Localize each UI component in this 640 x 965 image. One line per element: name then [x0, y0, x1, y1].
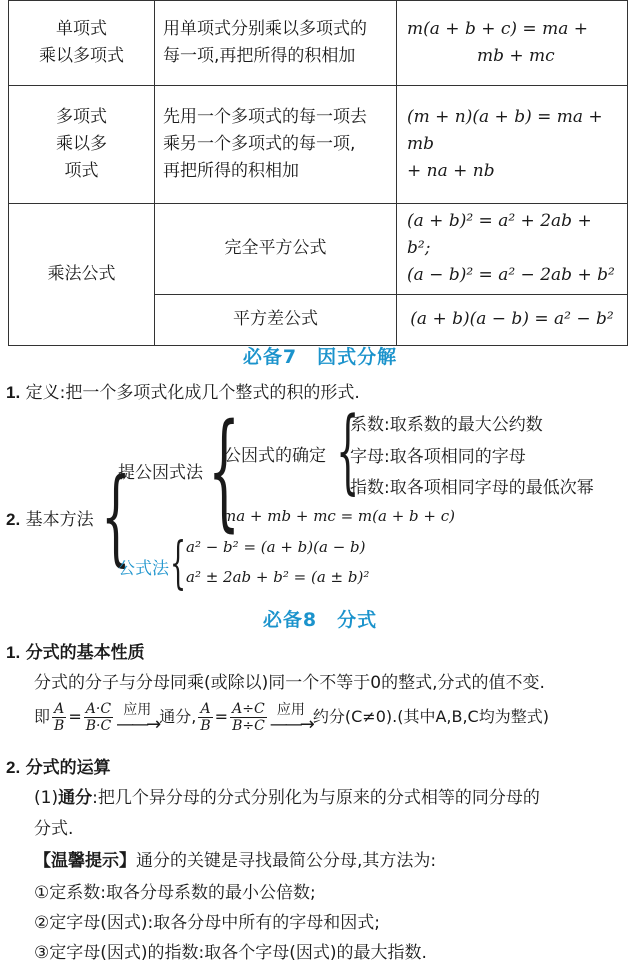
tip-item: ③定字母(因式)的指数:取各个字母(因式)的最大指数.: [34, 943, 427, 963]
left-brace-icon: {: [101, 455, 131, 577]
rule-formula-line: (a + b)² = a² + 2ab + b²;: [407, 211, 592, 259]
fraction: [198, 701, 212, 734]
basic-method-label: [6, 505, 94, 530]
operation-line-continued: 分式.: [34, 819, 74, 839]
arrow-label: 应用: [123, 701, 152, 718]
rule-formula: [397, 86, 628, 204]
rule-group-name: 乘法公式: [9, 204, 155, 346]
rule-name-line: 单项式: [56, 18, 107, 39]
method-common-factor: 提公因式法: [118, 463, 203, 483]
operations-title: [6, 753, 111, 778]
rule-formula-line: + na + nb: [407, 161, 495, 182]
coefficient-rule: 系数:取系数的最大公约数: [350, 415, 543, 435]
equation-prefix: 即: [34, 707, 51, 727]
difference-of-squares: a² − b² = (a + b)(a − b): [186, 538, 366, 556]
rule-description-line: 用单项式分别乘以多项式的: [163, 18, 367, 39]
property-equation: 即 $\frac{A}{B}$ = $\frac{A\cdot C}{B\cdot C}$ 应用 ——→ 通分, $\frac{A}{B}$ = $\frac{A\div C}{B\div C}$ 应用 ——→ 约分(C≠0).(其中A,B,C均为整式): [34, 701, 549, 735]
section-heading: 必备8 分式: [262, 609, 378, 631]
denominator: B÷C: [232, 718, 265, 735]
fraction: [52, 701, 66, 734]
denominator: B: [54, 718, 65, 735]
rule-description-line: 乘另一个多项式的每一项,: [163, 133, 356, 154]
rule-name-line: 多项式: [56, 106, 107, 127]
exponent-rule: 指数:取各项相同字母的最低次幂: [350, 478, 594, 498]
item-number: 1.: [6, 643, 21, 662]
arrow-label: 应用: [276, 701, 305, 718]
tip-label: 【温馨提示】: [34, 851, 136, 871]
apply-arrow: [116, 703, 158, 733]
numerator: A: [198, 701, 212, 718]
left-brace-icon: {: [208, 397, 241, 544]
rule-formula: [397, 1, 628, 86]
tip-item: ②定字母(因式):取各分母中所有的字母和因式;: [34, 913, 380, 933]
rule-formula-line: (a − b)² = a² − 2ab + b²: [407, 265, 615, 286]
table-row: [9, 1, 628, 86]
denominator: B: [200, 718, 211, 735]
multiplication-rules-table: [8, 0, 628, 346]
rule-description-line: 再把所得的积相加: [163, 161, 299, 182]
rule-formula: [397, 294, 628, 345]
property-title: [6, 638, 145, 663]
table-row: [9, 204, 628, 295]
rule-description: [155, 86, 397, 204]
section-heading: 必备7 因式分解: [242, 346, 398, 368]
tongfen-text: 通分,: [159, 707, 197, 727]
numerator: A÷C: [230, 701, 267, 718]
tip-item: ①定系数:取各分母系数的最小公倍数;: [34, 883, 316, 903]
rule-name-line: 乘以多项式: [39, 46, 124, 66]
definition-line: [6, 378, 360, 403]
property-text: 分式的分子与分母同乘(或除以)同一个不等于0的整式,分式的值不变.: [34, 673, 545, 693]
item-number: 2.: [6, 510, 21, 529]
operation-text: :把几个异分母的分式分别化为与原来的分式相等的同分母的: [92, 788, 540, 808]
apply-arrow: [270, 703, 312, 733]
left-brace-icon: {: [170, 531, 187, 596]
numerator: A·C: [84, 701, 113, 718]
common-factor-example: ma + mb + mc = m(a + b + c): [222, 507, 456, 525]
numerator: A: [52, 701, 66, 718]
perfect-square: a² ± 2ab + b² = (a ± b)²: [186, 568, 370, 586]
tip-text: 通分的关键是寻找最简公分母,其方法为:: [136, 851, 437, 871]
rule-subname: 平方差公式: [155, 294, 397, 345]
operations-title-text: 分式的运算: [25, 758, 111, 778]
item-number: 2.: [6, 758, 21, 777]
fraction: [230, 701, 267, 734]
rule-formula-line: mb + mc: [477, 46, 555, 66]
item-number: 1.: [6, 383, 21, 402]
method-label: 基本方法: [25, 510, 94, 530]
right-arrow-icon: ——→: [269, 713, 312, 735]
yuefen-text: 约分(C≠0).(其中A,B,C均为整式): [312, 707, 549, 727]
rule-description-line: 每一项,再把所得的积相加: [163, 46, 356, 66]
fraction: [84, 701, 113, 734]
tip-line: [34, 846, 436, 871]
rule-name-line: 项式: [64, 161, 99, 182]
definition-text: 定义:把一个多项式化成几个整式的积的形式.: [25, 383, 360, 403]
denominator: B·C: [85, 718, 112, 735]
letter-rule: 字母:取各项相同的字母: [350, 447, 526, 467]
operation-keyword: 通分: [58, 788, 93, 808]
rule-name-line: 乘以多: [56, 133, 107, 154]
common-factor-label: 公因式的确定: [224, 446, 326, 466]
rule-name: [9, 1, 155, 86]
rule-subname: 完全平方公式: [155, 204, 397, 295]
left-brace-icon: {: [336, 397, 360, 504]
table-row: [9, 86, 628, 204]
rule-description-line: 先用一个多项式的每一项去: [163, 106, 367, 127]
rule-name: [9, 86, 155, 204]
rule-formula-line: (m + n)(a + b) = ma + mb: [407, 106, 603, 154]
operation-prefix: (1): [34, 788, 59, 808]
rule-formula-line: (a + b)(a − b) = a² − b²: [410, 308, 614, 329]
property-title-text: 分式的基本性质: [25, 643, 145, 663]
method-formula: 公式法: [118, 559, 169, 579]
rule-description: [155, 1, 397, 86]
right-arrow-icon: ——→: [116, 713, 159, 735]
operation-line: [34, 783, 540, 808]
rule-formula: [397, 204, 628, 295]
rule-formula-line: m(a + b + c) = ma +: [407, 18, 588, 39]
